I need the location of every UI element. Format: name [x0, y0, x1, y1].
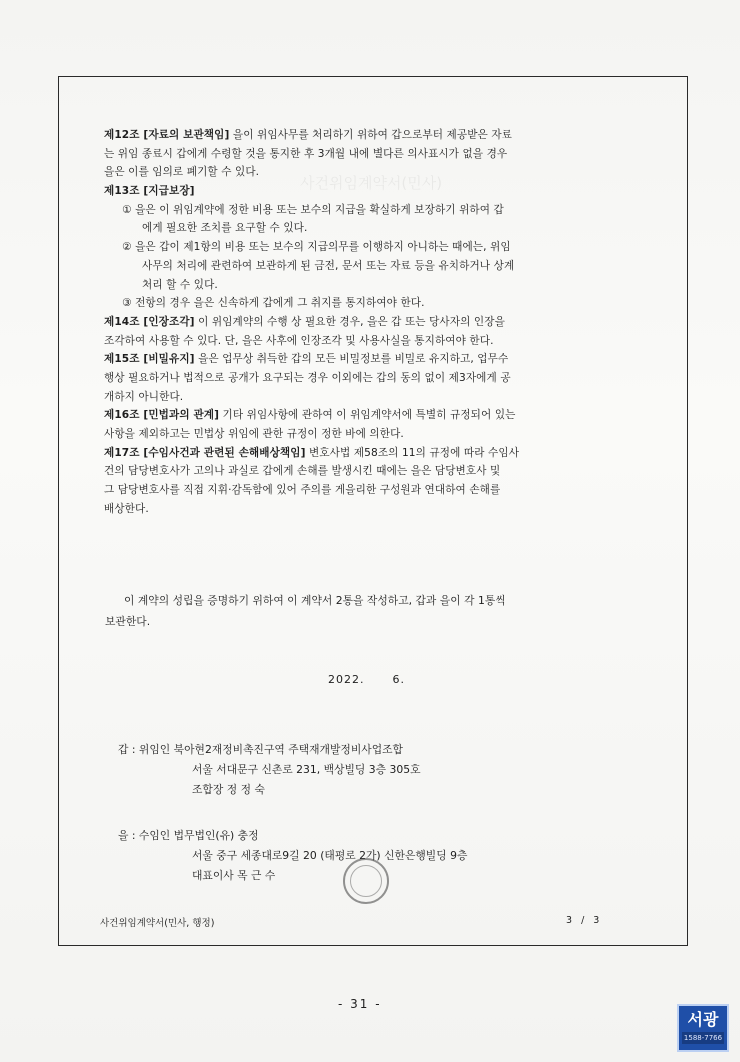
article-17-line-1 [104, 444, 624, 463]
article-12-heading: 제12조 [자료의 보관책임] [104, 129, 230, 141]
date-year: 2022. [328, 673, 365, 686]
article-16-line-1 [104, 406, 624, 425]
article-14-line-2: 조각하여 사용할 수 있다. 단, 을은 사후에 인장조각 및 사용사실을 통지하여야 한다. [104, 334, 494, 347]
article-17-heading: 제17조 [수임사건과 관련된 손해배상책임] [104, 446, 306, 459]
page-number: - 31 - [338, 997, 382, 1011]
article-17-line-3: 그 담당변호사를 직접 지휘·감독함에 있어 주의를 게을리한 구성원과 연대하여 손해를 [104, 484, 501, 497]
article-16-line-2: 사항을 제외하고는 민법상 위임에 관한 규정이 정한 바에 의한다. [104, 428, 404, 440]
party-a-label: 갑 : 위임인 북아현2재정비촉진구역 주택재개발정비사업조합 [118, 743, 403, 756]
article-13-heading-text: 제13조 [지급보장] [104, 185, 195, 198]
article-17-line-4: 배상한다. [104, 502, 149, 515]
article-16-text: 기타 위임사항에 관하여 이 위임계약서에 특별히 규정되어 있는 [219, 409, 516, 422]
article-14-heading: 제14조 [인장조각] [104, 315, 195, 328]
article-15-line-1 [104, 350, 624, 369]
article-12-line-3: 을은 이를 임의로 폐기할 수 있다. [104, 166, 260, 179]
article-15-line-3: 개하지 아니한다. [104, 390, 184, 403]
article-12-text: 을이 위임사무를 처리하기 위하여 갑으로부터 제공받은 자료 [229, 129, 513, 141]
party-b [118, 826, 467, 886]
article-13-item-2-cont2: 처리 할 수 있다. [142, 278, 218, 291]
article-13-heading [104, 182, 624, 201]
seal-stamp [343, 858, 389, 904]
date-month: 6. [392, 673, 405, 686]
article-15-line-2: 행상 필요하거나 법적으로 공개가 요구되는 경우 이외에는 갑의 동의 없이 제3자에게 공 [104, 371, 511, 384]
party-b-label: 을 : 수임인 법무법인(유) 충정 [118, 829, 259, 842]
article-12-line-2: 는 위임 종료시 갑에게 수령할 것을 통지한 후 3개월 내에 별다른 의사표시가 없을 경우 [104, 147, 508, 160]
article-14-text: 이 위임계약의 수행 상 필요한 경우, 을은 갑 또는 당사자의 인장을 [194, 315, 505, 328]
article-13-item-1: ① 을은 이 위임계약에 정한 비용 또는 보수의 지급을 확실하게 보장하기 위하여 갑 [122, 203, 504, 216]
contract-body [104, 126, 624, 518]
article-12-line-1 [104, 126, 624, 145]
article-16-heading: 제16조 [민법과의 관계] [104, 409, 220, 422]
article-14-line-1 [104, 313, 624, 332]
article-13-item-3: ③ 전항의 경우 을은 신속하게 갑에게 그 취지를 통지하여야 한다. [122, 297, 425, 310]
contract-date [328, 673, 405, 686]
article-17-text: 변호사법 제58조의 11의 규정에 따라 수임사 [305, 446, 520, 459]
logo-phone: 1588-7766 [683, 1034, 723, 1042]
party-a [118, 740, 421, 800]
logo-name: 서광 [687, 1010, 719, 1029]
article-13-item-1-cont: 에게 필요한 조치를 요구할 수 있다. [142, 222, 308, 235]
bleed-through-text: 사건위임계약서(민사) [300, 174, 443, 192]
article-13-item-2: ② 을은 갑이 제1항의 비용 또는 보수의 지급의무를 이행하지 아니하는 때에는, 위임 [122, 241, 511, 254]
article-15-text: 을은 업무상 취득한 갑의 모든 비밀정보를 비밀로 유지하고, 업무수 [194, 353, 509, 366]
closing-statement [105, 590, 624, 632]
closing-line-1: 이 계약의 성립을 증명하기 위하여 이 계약서 2통을 작성하고, 갑과 을이 각 1통씩 [124, 594, 506, 607]
article-13-item-2-cont: 사무의 처리에 관련하여 보관하게 된 금전, 문서 또는 자료 등을 유치하거나 상계 [142, 259, 515, 272]
footer-page-of: 3 / 3 [566, 915, 603, 926]
article-17-line-2: 건의 담당변호사가 고의나 과실로 갑에게 손해를 발생시킨 때에는 을은 담당변호사 및 [104, 465, 501, 478]
party-b-representative: 대표이사 목 근 수 [192, 869, 276, 882]
footer-document-title: 사건위임계약서(민사, 행정) [100, 918, 215, 929]
closing-line-2: 보관한다. [105, 615, 151, 628]
party-a-representative: 조합장 정 정 숙 [192, 783, 265, 796]
seogwang-logo [677, 1004, 729, 1052]
article-15-heading: 제15조 [비밀유지] [104, 353, 195, 366]
party-b-address: 서울 중구 세종대로9길 20 (태평로 2가) 신한은행빌딩 9층 [192, 849, 468, 862]
party-a-address: 서울 서대문구 신촌로 231, 백상빌딩 3층 305호 [192, 763, 421, 776]
